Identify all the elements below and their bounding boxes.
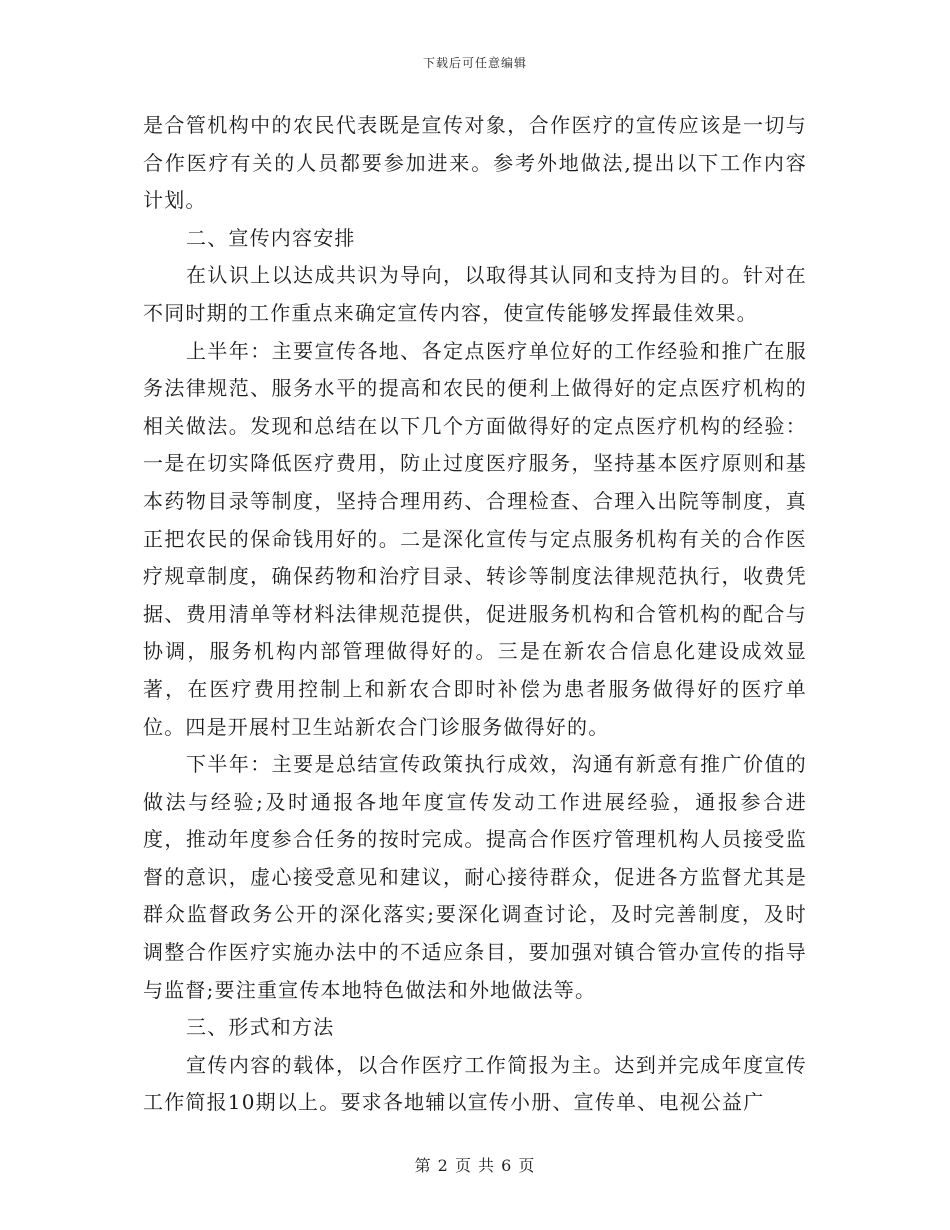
paragraph-methods: 宣传内容的载体，以合作医疗工作简报为主。达到并完成年度宣传工作简报10期以上。要求各地辅以宣传小册、宣传单、电视公益广 — [143, 1052, 807, 1115]
document-body — [143, 107, 807, 1122]
paragraph-first-half: 上半年：主要宣传各地、各定点医疗单位好的工作经验和推广在服务法律规范、服务水平的提高和农民的便利上做得好的定点医疗机构的相关做法。发现和总结在以下几个方面做得好的定点医疗机构的经验：一是在切实降低医疗费用，防止过度医疗服务，坚持基本医疗原则和基本药物目录等制度，坚持合理用药、合理检查、合理入出院等制度，真正把农民的保命钱用好的。二是深化宣传与定点服务机构有关的合作医疗规章制度，确保药物和治疗目录、转诊等制度法律规范执行，收费凭据、费用清单等材料法律规范提供，促进服务机构和合管机构的配合与协调，服务机构内部管理做得好的。三是在新农合信息化建设成效显著，在医疗费用控制上和新农合即时补偿为患者服务做得好的医疗单位。四是开展村卫生站新农合门诊服务做得好的。 — [143, 338, 807, 739]
section-heading-3: 三、形式和方法 — [186, 1015, 335, 1040]
section-heading-2: 二、宣传内容安排 — [186, 225, 356, 250]
paragraph-continuation: 是合管机构中的农民代表既是宣传对象，合作医疗的宣传应该是一切与合作医疗有关的人员都要参加进来。参考外地做法,提出以下工作内容计划。 — [143, 113, 807, 213]
paragraph-guidance: 在认识上以达成共识为导向，以取得其认同和支持为目的。针对在不同时期的工作重点来确定宣传内容，使宣传能够发挥最佳效果。 — [143, 263, 807, 325]
page-number: 第 2 页 共 6 页 — [414, 1156, 536, 1175]
paragraph-second-half: 下半年：主要是总结宣传政策执行成效，沟通有新意有推广价值的做法与经验;及时通报各地年度宣传发动工作进展经验，通报参合进度，推动年度参合任务的按时完成。提高合作医疗管理机构人员接受监督的意识，虚心接受意见和建议，耐心接待群众，促进各方监督尤其是群众监督政务公开的深化落实;要深化调查讨论，及时完善制度，及时调整合作医疗实施办法中的不适应条目，要加强对镇合管办宣传的指导与监督;要注重宣传本地特色做法和外地做法等。 — [143, 752, 807, 1002]
page-header-note: 下载后可任意编辑 — [422, 56, 527, 70]
